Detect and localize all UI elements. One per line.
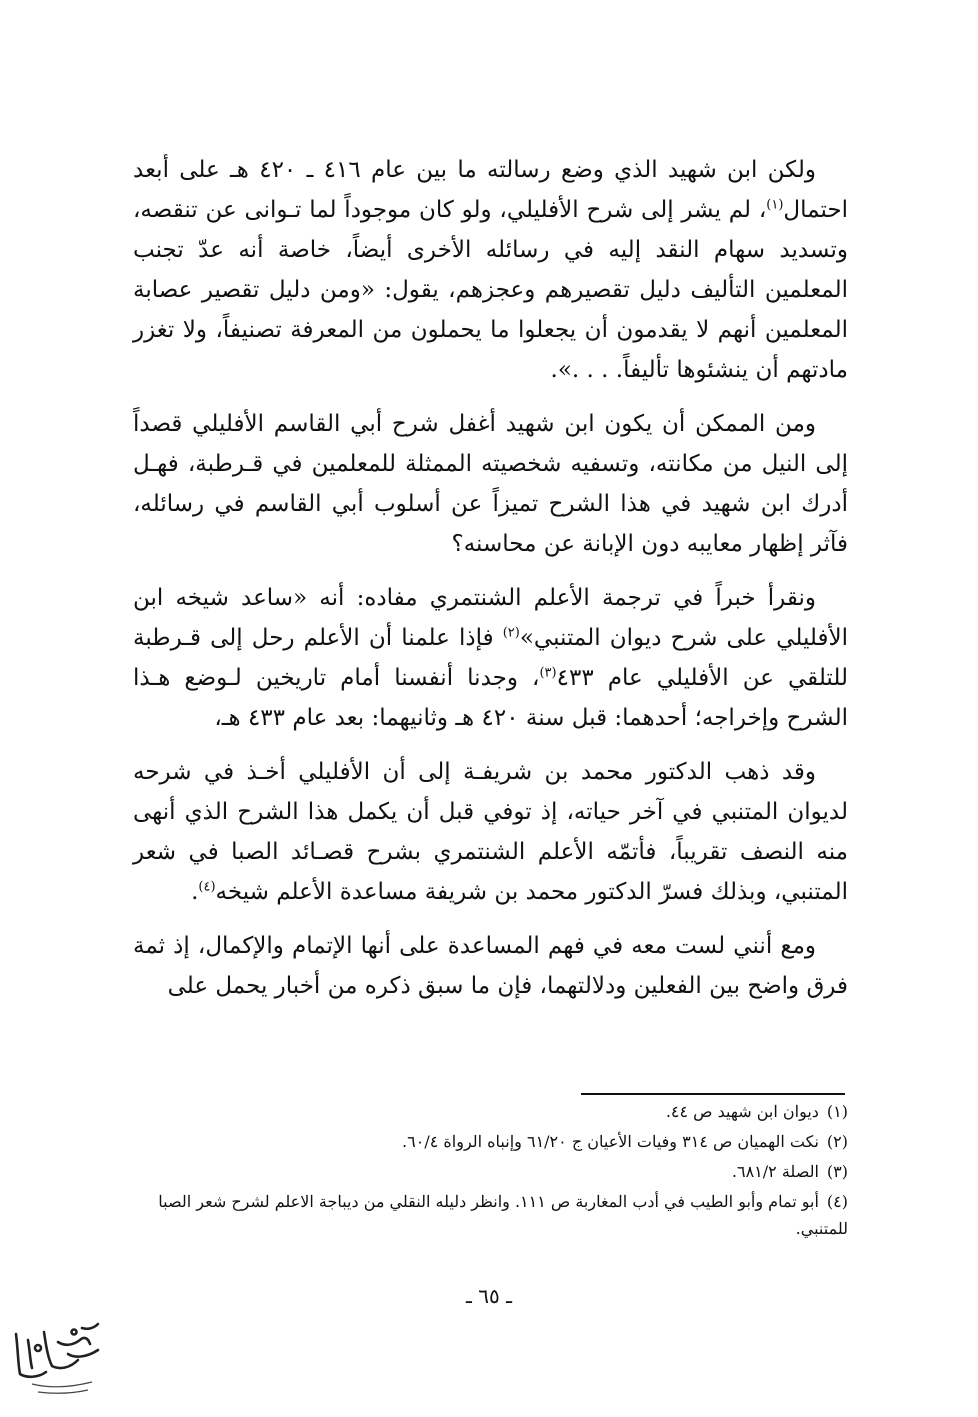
footnote-number: (١) <box>826 1102 848 1121</box>
body-paragraph <box>133 926 848 1006</box>
footnote-text: ديوان ابن شهيد ص ٤٤. <box>665 1102 819 1121</box>
footnote-separator <box>581 1093 845 1095</box>
paragraph-text: وقد ذهب الدكتور محمد بن شريفـة إلى أن الأفليلي أخـذ في شرحه لديوان المتنبي في آخر حياته، إذ توفي قبل أن يكمل هذا الشرح الذي أنهى منه النصف تقريباً، فأتمّه الأعلم الشنتمري بشرح قصـائد الصبا في شعر المتنبي، وبذلك فسرّ الدكتور محمد بن شريفة مساعدة الأعلم شيخه <box>133 759 848 905</box>
page-number: ـ ٦٥ ـ <box>466 1284 512 1308</box>
body-paragraph <box>133 404 848 564</box>
paragraph-text: ومع أنني لست معه في فهم المساعدة على أنها الإتمام والإكمال، إذ ثمة فرق واضح بين الفعلين ودلالتهما، فإن ما سبق ذكره من أخبار يحمل على <box>133 933 848 999</box>
paragraph-text: ، لم يشر إلى شرح الأفليلي، ولو كان موجوداً لما تـوانى عن تنقصه، وتسديد سهام النقد إليه في رسائله الأخرى أيضاً، خاصة أنه عدّ تجنب المعلمين التأليف دليل تقصيرهم وعجزهم، يقول: «ومن دليل تقصير عصابة المعلمين أنهم لا يقدمون أن يجعلوا ما يحملون من المعرفة تصنيفاً، ولا تغزر مادتهم أن ينشئوها تأليفاً. . . .». <box>133 197 848 383</box>
calligraphy-seal-icon <box>8 1320 108 1400</box>
paragraph-text: ، وجدنا أنفسنا أمام تاريخين لـوضع هـذا الشرح وإخراجه؛ أحدهما: قبل سنة ٤٢٠ هـ وثانيهما: بعد عام ٤٣٣ هـ، <box>133 665 848 731</box>
footnote-item <box>133 1098 848 1125</box>
body-paragraph <box>133 150 848 390</box>
footnote-text: الصلة ٦٨١/٢. <box>731 1162 819 1181</box>
paragraph-text: ونقرأ خبراً في ترجمة الأعلم الشنتمري مفاده: أنه «ساعد شيخه ابن الأفليلي على شرح ديوان المتنبي» <box>133 585 849 651</box>
footnote-number: (٢) <box>826 1132 848 1151</box>
footnote-item <box>133 1188 848 1242</box>
footnote-item <box>133 1158 848 1185</box>
footnote-text: نكت الهميان ص ٣١٤ وفيات الأعيان ج ٦١/٢٠ وإنباه الرواة ٦٠/٤. <box>402 1132 819 1151</box>
main-text <box>133 150 848 1020</box>
footnote-reference: (٣) <box>539 665 557 681</box>
body-paragraph <box>133 578 848 738</box>
footnote-reference: (٤) <box>198 879 216 895</box>
paragraph-text: فإذا علمنا أن الأعلم رحل إلى قـرطبة للتلقي عن الأفليلي عام ٤٣٣ <box>133 625 848 691</box>
footnote-number: (٤) <box>826 1192 848 1211</box>
footnotes <box>133 1098 848 1245</box>
footnote-number: (٣) <box>826 1162 848 1181</box>
paragraph-text: ومن الممكن أن يكون ابن شهيد أغفل شرح أبي القاسم الأفليلي قصداً إلى النيل من مكانته، وتسفيه شخصيته الممثلة للمعلمين في قـرطبة، فهـل أدرك ابن شهيد في هذا الشرح تميزاً عن أسلوب أبي القاسم في رسائله، فآثر إظهار معايبه دون الإبانة عن محاسنه؟ <box>133 411 848 557</box>
footnote-item <box>133 1128 848 1155</box>
footnote-reference: (٢) <box>502 625 520 641</box>
paragraph-text: ولكن ابن شهيد الذي وضع رسالته ما بين عام ٤١٦ ـ ٤٢٠ هـ على أبعد احتمال <box>133 157 848 223</box>
footnote-text: أبو تمام وأبو الطيب في أدب المغاربة ص ١١١. وانظر دليله النقلي من ديباجة الاعلم لشرح شعر الصبا للمتنبي. <box>158 1192 848 1238</box>
body-paragraph <box>133 752 848 912</box>
footnote-reference: (١) <box>766 197 784 213</box>
paragraph-text: . <box>191 879 199 905</box>
